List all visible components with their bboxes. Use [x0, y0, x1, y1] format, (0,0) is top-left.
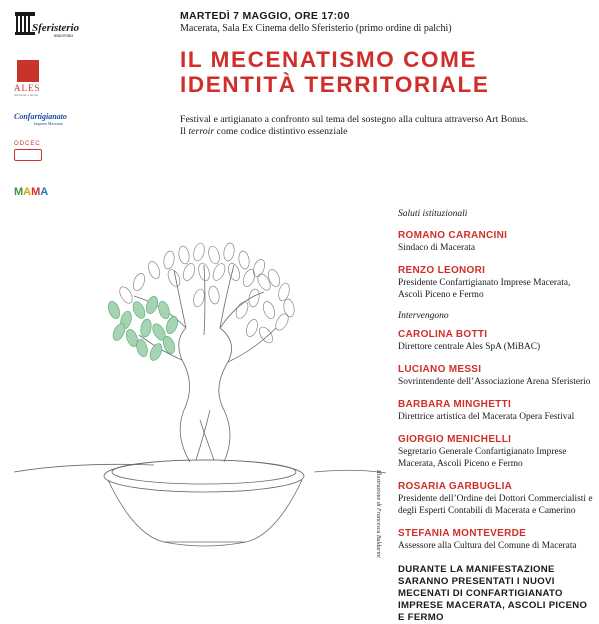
- illustration-credit: Illustrazione di Francesca Baldarini: [375, 470, 381, 558]
- confartigianato-logo-text: Confartigianato: [14, 112, 67, 121]
- mama-logo: [14, 186, 64, 198]
- event-subtitle-line1: Festival e artigianato a confronto sul tema del sostegno alla cultura attraverso Art Bonus.: [180, 114, 529, 125]
- mama-letter: A: [23, 186, 32, 198]
- greetings-label: Saluti istituzionali: [398, 209, 468, 219]
- speaker-role: Presidente dell’Ordine dei Dottori Commercialisti e degli Esperti Contabili di Macerata e Camerino: [398, 494, 593, 516]
- subtitle-text: come codice distintivo essenziale: [214, 125, 348, 137]
- speaker-name: ROSARIA GARBUGLIA: [398, 481, 513, 492]
- speaker-role: Presidente Confartigianato Imprese Macerata, Ascoli Piceno e Fermo: [398, 278, 571, 300]
- ales-logo-text: ALES: [14, 83, 41, 93]
- speaker-name: RENZO LEONORI: [398, 265, 486, 276]
- mama-logo-text: [14, 186, 64, 198]
- speaker-role: Sindaco di Macerata: [398, 243, 476, 253]
- mama-letter: A: [40, 186, 49, 198]
- speaker-role: Direttrice artistica del Macerata Opera Festival: [398, 412, 575, 422]
- speaker-role: Direttore centrale Ales SpA (MiBAC): [398, 342, 541, 352]
- odcec-emblem-icon: [14, 149, 42, 161]
- speaker-role: Assessore alla Cultura del Comune di Macerata: [398, 541, 577, 551]
- mama-letter: M: [31, 186, 41, 198]
- speaker-name: GIORGIO MENICHELLI: [398, 434, 512, 445]
- speaker-name: BARBARA MINGHETTI: [398, 399, 512, 410]
- sferisterio-logo-sub: macerata: [54, 34, 73, 39]
- event-subtitle: [180, 114, 580, 137]
- event-date: MARTEDÌ 7 MAGGIO, ORE 17:00: [180, 10, 350, 22]
- event-header: [180, 10, 590, 34]
- odcec-logo-text: ODCEC: [14, 141, 41, 147]
- ales-mark-icon: [17, 60, 39, 82]
- speaker-role: Sovrintendente dell’Associazione Arena Sferisterio: [398, 377, 591, 387]
- speakers-label: Intervengono: [398, 311, 449, 321]
- sferisterio-logo-text: Sferisterio: [32, 22, 80, 34]
- bonsai-illustration: [14, 210, 389, 590]
- program-list: [398, 209, 594, 624]
- ales-logo: [14, 60, 54, 100]
- confartigianato-logo-sub: Imprese Macerata: [34, 121, 63, 126]
- subtitle-emphasis: terroir: [188, 125, 215, 137]
- speaker-name: CAROLINA BOTTI: [398, 329, 488, 340]
- event-venue: Macerata, Sala Ex Cinema dello Sferisterio (primo ordine di palchi): [180, 23, 452, 34]
- speaker-role: Segretario Generale Confartigianato Imprese Macerata, Ascoli Piceno e Fermo: [398, 447, 567, 469]
- speaker-name: LUCIANO MESSI: [398, 364, 482, 375]
- sferisterio-logo: [14, 10, 80, 44]
- speaker-name: ROMANO CARANCINI: [398, 230, 508, 241]
- subtitle-text: Il: [180, 125, 189, 137]
- confartigianato-logo: [14, 112, 74, 126]
- speaker-name: STEFANIA MONTEVERDE: [398, 528, 527, 539]
- event-title-line1: IL MECENATISMO COME: [180, 47, 478, 72]
- closing-note: DURANTE LA MANIFESTAZIONE SARANNO PRESENTATI I NUOVI MECENATI DI CONFARTIGIANATO IMPRESE MACERATA, ASCOLI PICENO E FERMO: [398, 564, 588, 623]
- event-title-line2: IDENTITÀ TERRITORIALE: [180, 72, 490, 97]
- odcec-logo: [14, 141, 54, 161]
- event-title: [180, 47, 489, 97]
- mama-letter: M: [14, 186, 24, 198]
- event-subtitle-line2: [180, 126, 580, 138]
- ales-logo-sub: arte lavoro e servizi: [14, 93, 38, 97]
